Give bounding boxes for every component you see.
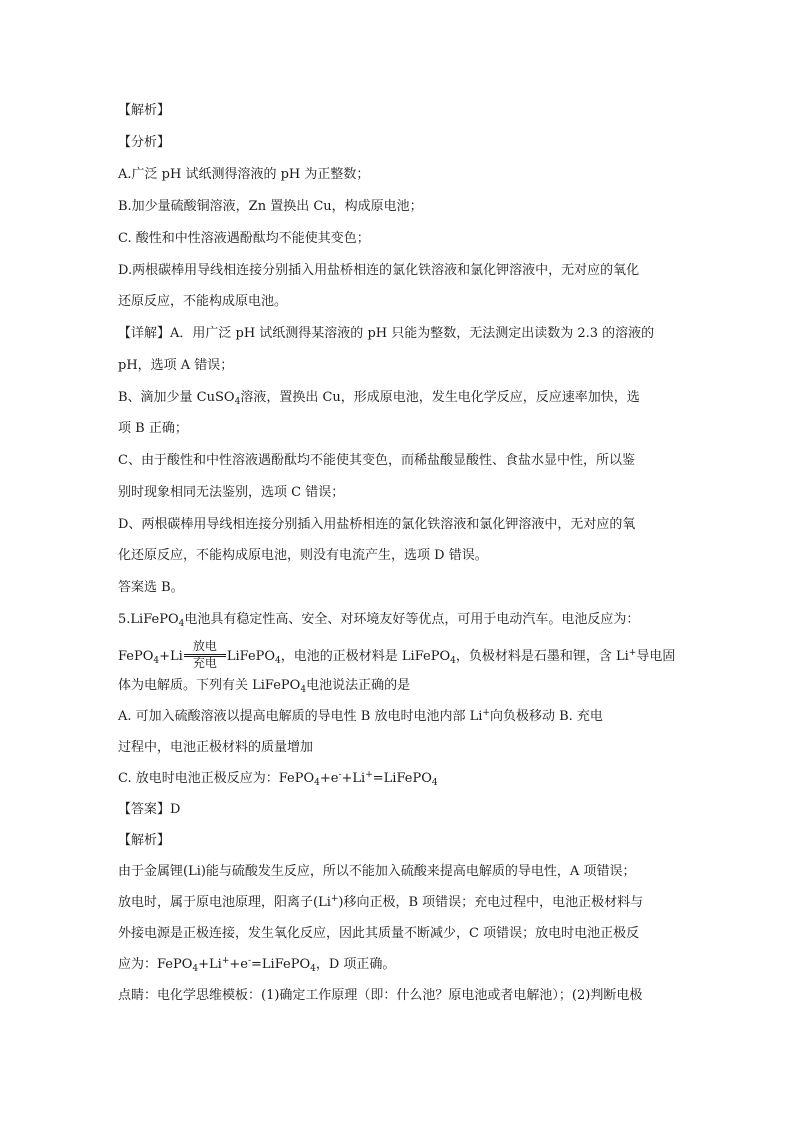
detail-c-line1: C、由于酸性和中性溶液遇酚酞均不能使其变色，而稀盐酸显酸性、食盐水显中性，所以鉴: [118, 453, 635, 468]
analysis-d-line1: D.两根碳棒用导线相连接分别插入用盐桥相连的氯化铁溶液和氯化钾溶液中，无对应的氧化: [118, 263, 640, 278]
q5-stem-line3: 体为电解质。下列有关 LiFePO$_4$电池说法正确的是: [118, 678, 411, 695]
q5-section-jiexi: 【解析】: [118, 833, 171, 848]
q5-answer: 【答案】D: [118, 802, 181, 817]
q5-reaction-line: FePO$_4$+Li 放电 充电 LiFePO$_4$，电池的正极材料是 LiFePO$_4$，负极材料是石墨和锂，含 Li+导电固: [118, 639, 676, 670]
answer-choice: 答案选 B。: [118, 580, 184, 595]
q5-explain-line2: 放电时，属于原电池原理，阳离子(Li+)移向正极，B 项错误；充电过程中，电池正极材料与: [118, 894, 644, 910]
detail-d-line2: 化还原反应，不能构成原电池，则没有电流产生，选项 D 错误。: [118, 548, 488, 563]
section-jiexi: 【解析】: [118, 103, 171, 118]
detail-d-line1: D、两根碳棒用导线相连接分别插入用盐桥相连的氯化铁溶液和氯化钾溶液中，无对应的氧: [118, 517, 636, 532]
q5-explain-line4: 应为：FePO$_4$+Li++e-=LiFePO$_4$，D 项正确。: [118, 956, 396, 974]
detail-a-line2: pH，选项 A 错误；: [118, 358, 234, 373]
q5-dianjing: 点睛：电化学思维模板：(1)确定工作原理（即：什么池？原电池或者电解池）；(2)判断电极: [118, 988, 643, 1003]
q5-option-c: C. 放电时电池正极反应为：FePO$_4$+e-+Li+=LiFePO$_4$: [118, 770, 438, 788]
analysis-c: C. 酸性和中性溶液遇酚酞均不能使其变色；: [118, 231, 370, 246]
analysis-d-line2: 还原反应，不能构成原电池。: [118, 294, 288, 309]
q5-option-a: A. 可加入硫酸溶液以提高电解质的导电性 B 放电时电池内部 Li+向负极移动 B. 充电: [118, 708, 603, 724]
analysis-b: B.加少量硫酸铜溶液，Zn 置换出 Cu，构成原电池；: [118, 199, 423, 214]
detail-b-line2: 项 B 正确；: [118, 421, 188, 436]
q5-explain-line3: 外接电源是正极连接，发生氧化反应，因此其质量不断减少，C 项错误；放电时电池正极反: [118, 926, 640, 941]
detail-b-line1: B、滴加少量 CuSO$_4$溶液，置换出 Cu，形成原电池，发生电化学反应，反应速率加快，选: [118, 390, 640, 407]
q5-explain-line1: 由于金属锂(Li)能与硫酸发生反应，所以不能加入硫酸来提高电解质的导电性，A 项错误；: [118, 864, 636, 879]
section-fenxi: 【分析】: [118, 135, 171, 150]
q5-option-b: 过程中，电池正极材料的质量增加: [118, 740, 314, 755]
detail-a-line1: 【详解】A．用广泛 pH 试纸测得某溶液的 pH 只能为整数，无法测定出读数为 2.3 的溶液的: [118, 326, 655, 341]
q5-stem-line1: 5.LiFePO$_4$电池具有稳定性高、安全、对环境友好等优点，可用于电动汽车。电池反应为：: [118, 612, 640, 629]
reaction-arrow: 放电 充电: [184, 640, 226, 670]
analysis-a: A.广泛 pH 试纸测得溶液的 pH 为正整数；: [118, 167, 370, 182]
detail-c-line2: 别时现象相同无法鉴别，选项 C 错误；: [118, 485, 345, 500]
